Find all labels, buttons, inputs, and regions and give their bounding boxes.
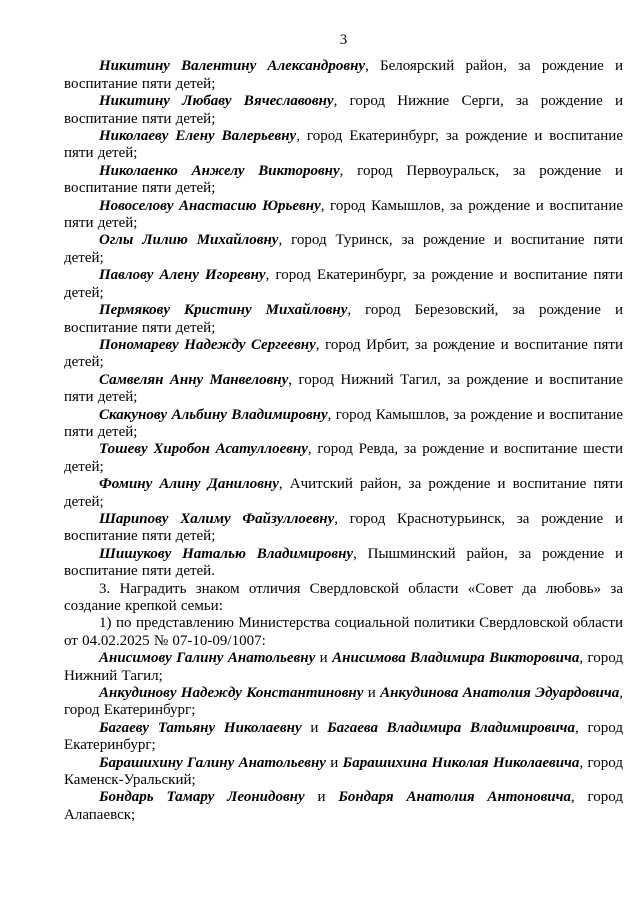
couple-entry xyxy=(64,789,623,824)
award-entry xyxy=(64,128,623,163)
wife-name: Анкудинову Надежду Константиновну xyxy=(99,685,364,702)
award-entry xyxy=(64,267,623,302)
conjunction: и xyxy=(325,754,343,771)
award-entry xyxy=(64,198,623,233)
awardee-name: Самвелян Анну Манвеловну xyxy=(99,371,289,388)
couple-entry xyxy=(64,755,623,790)
awardee-name: Никитину Любаву Вячеславовну xyxy=(99,93,334,110)
award-details: , город Краснотурьинск, за рождение и воспитание пяти детей; xyxy=(64,510,623,545)
award-entry xyxy=(64,441,623,476)
couple-details: , город Алапаевск; xyxy=(64,789,624,823)
couple-details: , город Екатеринбург; xyxy=(64,719,624,754)
award-details: , город Туринск, за рождение и воспитание пяти детей; xyxy=(64,232,623,266)
awardee-name: Николаеву Елену Валерьевну xyxy=(99,128,297,145)
wife-name: Барашихину Галину Анатольевну xyxy=(99,754,326,771)
award-entry xyxy=(64,546,623,581)
award-details: , город Нижние Серги, за рождение и воспитание пяти детей; xyxy=(64,93,623,127)
award-details: , город Березовский, за рождение и воспитание пяти детей; xyxy=(64,302,623,336)
awardee-name: Оглы Лилию Михайловну xyxy=(99,232,279,249)
award-entry xyxy=(64,407,623,442)
couple-details: , город Каменск-Уральский; xyxy=(64,754,624,789)
awardee-name: Павлову Алену Игоревну xyxy=(99,267,266,284)
award-details: , город Камышлов, за рождение и воспитание пяти детей; xyxy=(64,406,623,440)
award-details: , город Екатеринбург, за рождение и воспитание пяти детей; xyxy=(64,128,623,162)
couple-entry xyxy=(64,685,623,720)
awardee-name: Скакунову Альбину Владимировну xyxy=(99,406,328,423)
awardee-name: Никитину Валентину Александровну xyxy=(99,58,366,75)
award-details: , Ачитский район, за рождение и воспитание пяти детей; xyxy=(64,476,623,510)
conjunction: и xyxy=(315,650,333,667)
award-details: , город Первоуральск, за рождение и воспитание пяти детей; xyxy=(64,162,623,197)
husband-name: Анкудинова Анатолия Эдуардовича xyxy=(380,685,620,702)
award-entry xyxy=(64,337,623,372)
award-details: , Пышминский район, за рождение и воспитание пяти детей. xyxy=(64,545,624,580)
conjunction: и xyxy=(363,685,381,702)
awardee-name: Николаенко Анжелу Викторовну xyxy=(99,162,340,179)
conjunction: и xyxy=(301,719,328,736)
award-details: , Белоярский район, за рождение и воспитание пяти детей; xyxy=(64,58,624,92)
award-entry xyxy=(64,58,623,93)
award-entry xyxy=(64,511,623,546)
wife-name: Анисимову Галину Анатольевну xyxy=(99,650,316,667)
page-number: 3 xyxy=(339,32,348,48)
awardee-name: Шишукову Наталью Владимировну xyxy=(99,545,354,562)
awardee-name: Пермякову Кристину Михайловну xyxy=(99,302,348,319)
couple-details: , город Екатеринбург; xyxy=(64,685,623,719)
couple-entry xyxy=(64,720,623,755)
wife-name: Багаеву Татьяну Николаевну xyxy=(99,719,302,736)
husband-name: Барашихина Николая Николаевича xyxy=(342,754,580,771)
section-3-heading: 3. Наградить знаком отличия Свердловской области «Совет да любовь» за создание крепкой семьи: xyxy=(64,580,623,614)
husband-name: Бондаря Анатолия Антоновича xyxy=(338,789,571,806)
award-details: , город Ирбит, за рождение и воспитание пяти детей; xyxy=(64,336,623,371)
award-details: , город Ревда, за рождение и воспитание шести детей; xyxy=(64,441,623,475)
award-details: , город Камышлов, за рождение и воспитание пяти детей; xyxy=(64,197,623,232)
award-details: , город Екатеринбург, за рождение и воспитание пяти детей; xyxy=(64,267,623,301)
award-entry xyxy=(64,302,623,337)
couple-entry xyxy=(64,650,623,685)
awardee-name: Пономареву Надежду Сергеевну xyxy=(99,336,316,353)
awardee-name: Тошеву Хиробон Асатуллоевну xyxy=(99,441,308,458)
couple-details: , город Нижний Тагил; xyxy=(64,650,624,684)
section-3-item-1: 1) по представлению Министерства социальной политики Свердловской области от 04.02.2025 № 07-10-09/1007: xyxy=(64,615,623,649)
awardee-name: Новоселову Анастасию Юрьевну xyxy=(99,197,321,214)
awardee-name: Шарипову Халиму Файзуллоевну xyxy=(99,510,335,527)
award-entry xyxy=(64,93,623,128)
award-entry xyxy=(64,476,623,511)
husband-name: Багаева Владимира Владимировича xyxy=(327,719,576,736)
conjunction: и xyxy=(304,789,339,806)
award-entry xyxy=(64,232,623,267)
award-details: , город Нижний Тагил, за рождение и воспитание пяти детей; xyxy=(64,371,623,406)
wife-name: Бондарь Тамару Леонидовну xyxy=(99,789,305,806)
awardee-name: Фомину Алину Даниловну xyxy=(99,476,279,493)
award-entry xyxy=(64,163,623,198)
husband-name: Анисимова Владимира Викторовича xyxy=(332,650,580,667)
award-entry xyxy=(64,372,623,407)
